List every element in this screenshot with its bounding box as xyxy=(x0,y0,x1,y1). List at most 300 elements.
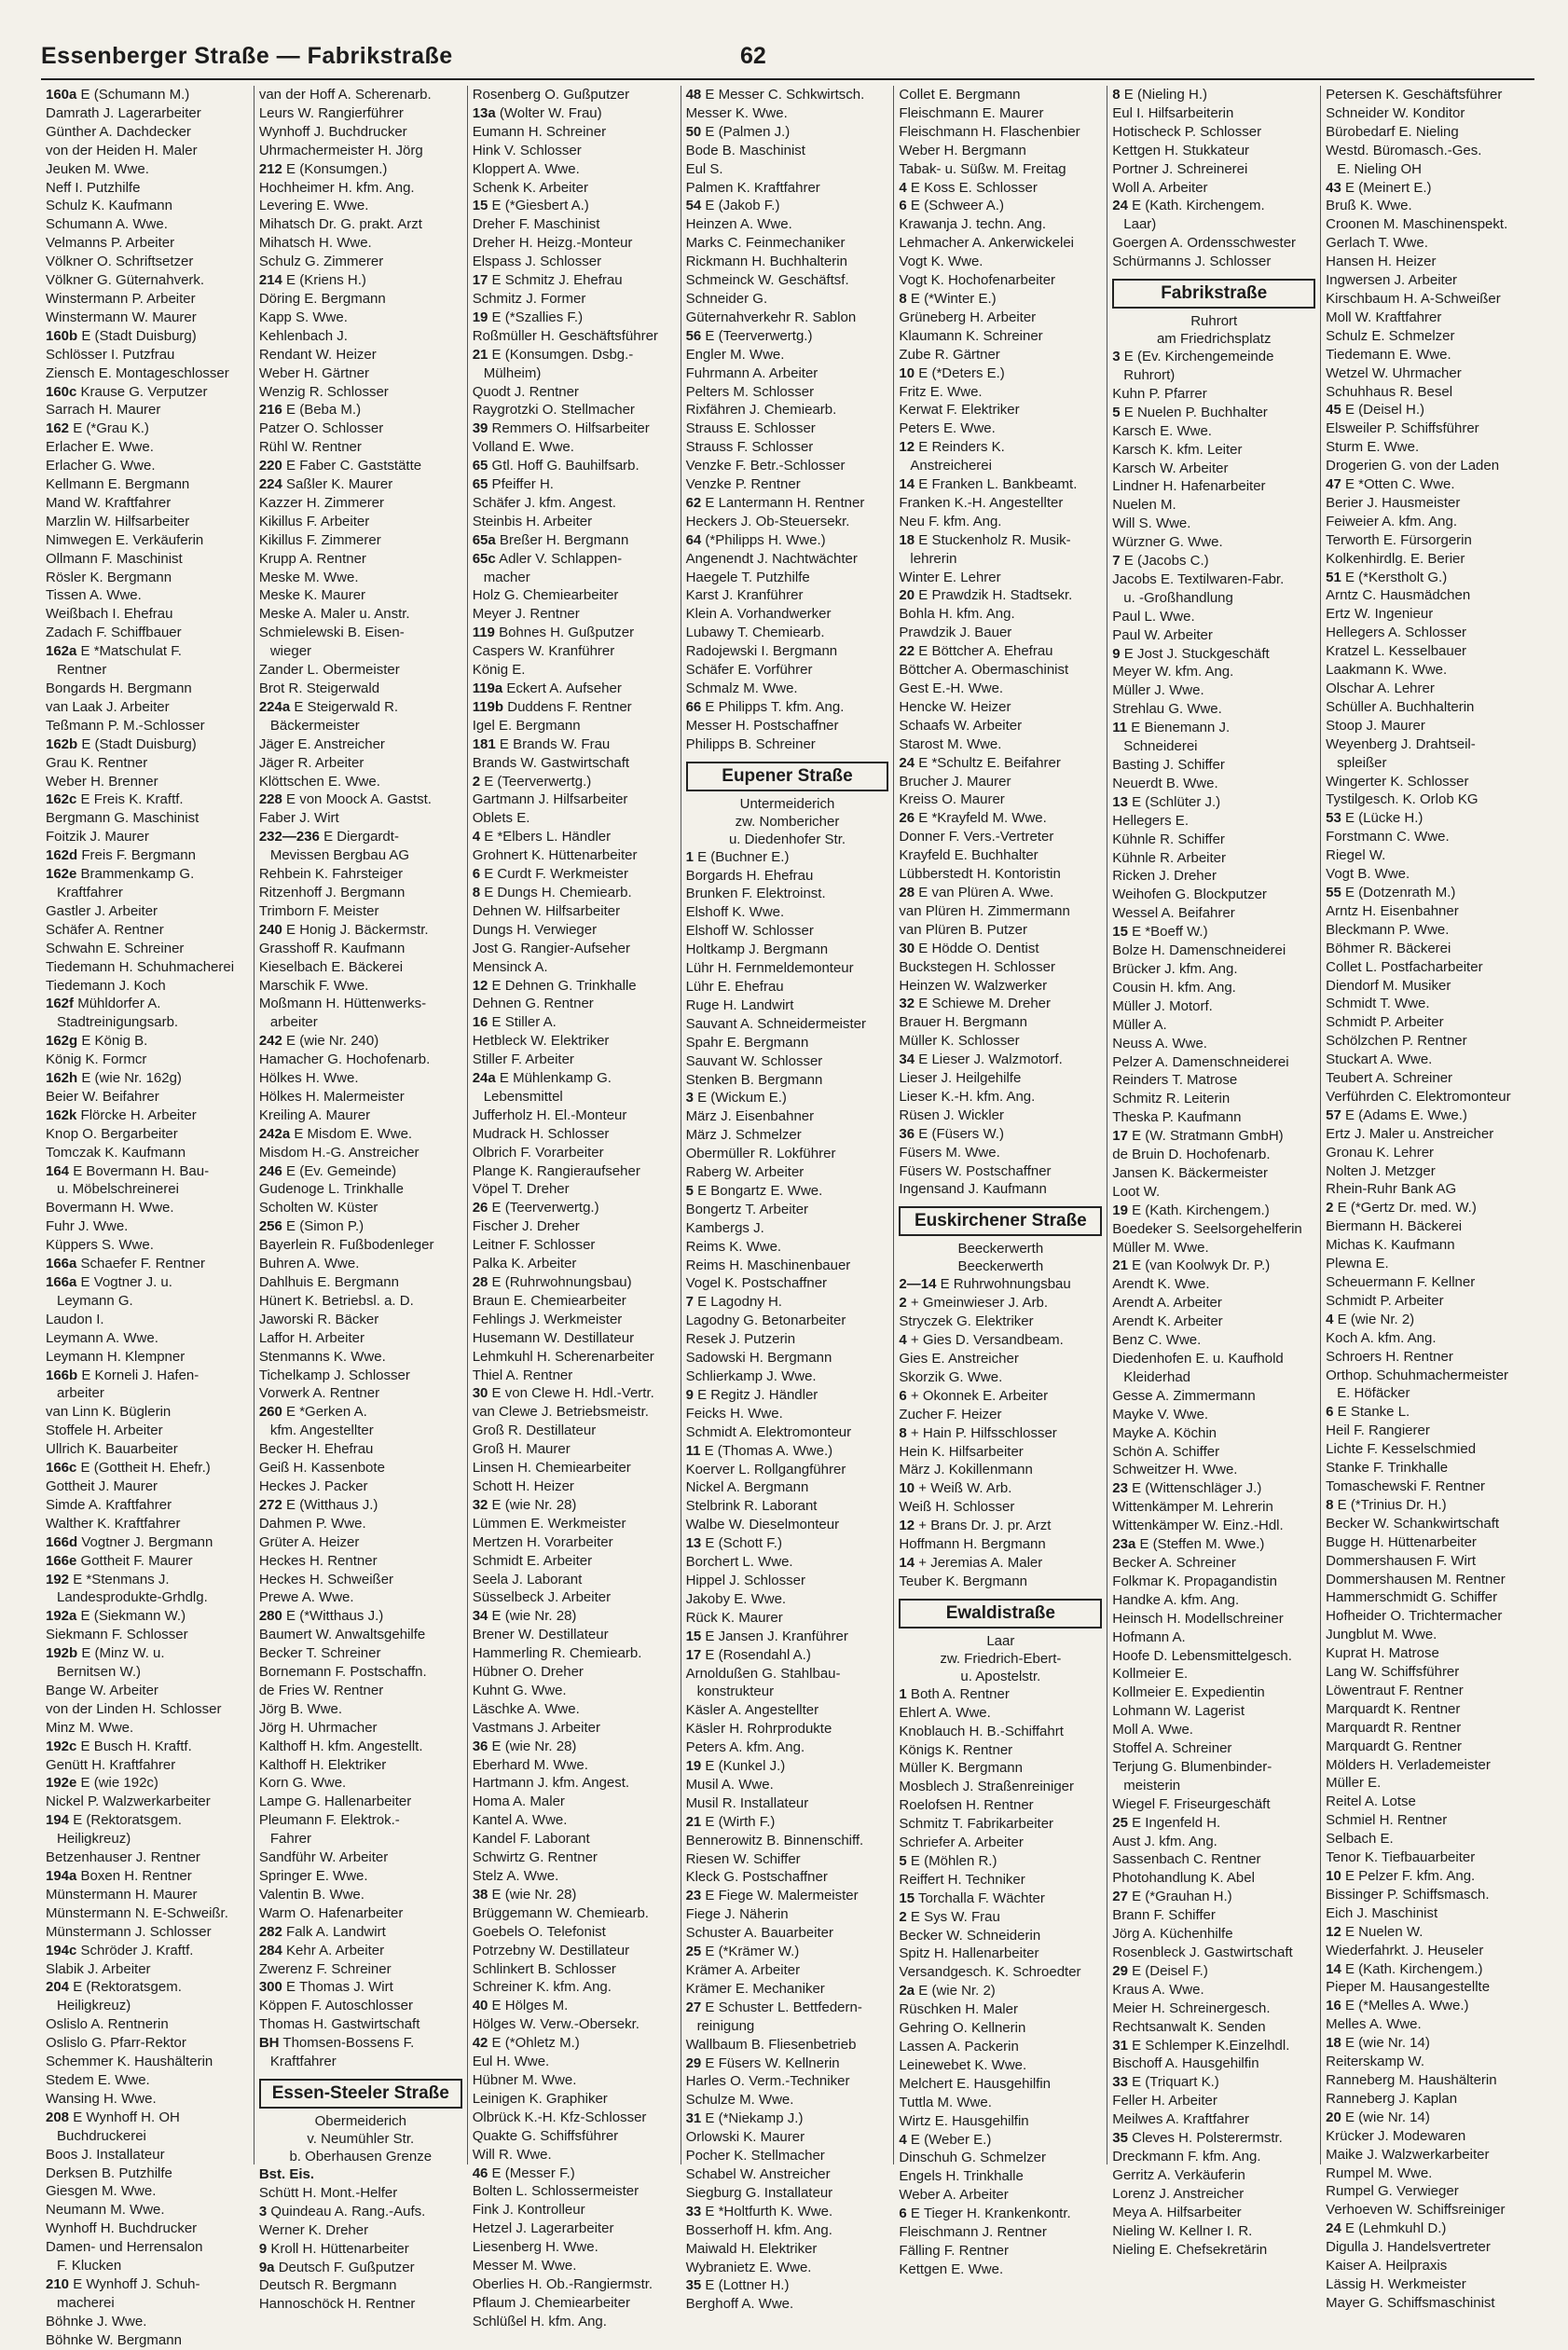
directory-entry: Olschar A. Lehrer xyxy=(1326,680,1435,696)
directory-entry: Diendorf M. Musiker xyxy=(1326,977,1451,994)
directory-entry: 35 Cleves H. Polsterermstr. xyxy=(1112,2130,1283,2147)
column-3 xyxy=(468,86,681,2329)
house-number: 272 xyxy=(258,1496,282,1513)
directory-entry: 21 E (Konsumgen. Dsbg.- xyxy=(472,346,634,363)
street-location: Beeckerwerth xyxy=(957,1258,1044,1275)
directory-entry: Oslislo G. Pfarr-Rektor xyxy=(46,2035,186,2052)
directory-entry: 1 Both A. Rentner xyxy=(899,1685,1010,1702)
directory-entry: Pieper M. Hausangestellte xyxy=(1326,1979,1491,1996)
directory-entry: Karsch E. Wwe. xyxy=(1112,422,1212,439)
directory-entry: Winter E. Lehrer xyxy=(899,569,1001,585)
directory-entry: 12 E Reinders K. xyxy=(899,439,1005,456)
directory-entry: Bohla H. kfm. Ang. xyxy=(899,606,1015,623)
directory-entry: Mihatsch Dr. G. prakt. Arzt xyxy=(258,216,422,233)
directory-entry: Arntz C. Hausmädchen xyxy=(1326,587,1471,604)
directory-entry: Kuhn P. Pfarrer xyxy=(1112,385,1207,402)
directory-entry: Fehlings J. Werkmeister xyxy=(472,1311,623,1327)
directory-entry: 26 E *Krayfeld M. Wwe. xyxy=(899,810,1047,827)
directory-entry: Starost M. Wwe. xyxy=(899,735,1002,752)
directory-entry: 192e E (wie 192c) xyxy=(46,1775,158,1792)
house-number: 10 xyxy=(899,364,915,381)
directory-entry: 272 E (Witthaus J.) xyxy=(258,1496,378,1513)
directory-entry: Geiß H. Kassenbote xyxy=(258,1460,385,1477)
directory-entry: Kloppert A. Wwe. xyxy=(472,160,580,177)
directory-entry: Böttcher A. Obermaschinist xyxy=(899,662,1069,679)
directory-entry: Angenendt J. Nachtwächter xyxy=(685,550,858,567)
house-number: 16 xyxy=(1326,1998,1341,2014)
directory-entry: Deutsch R. Bergmann xyxy=(258,2277,397,2294)
house-number: Bst. Eis. xyxy=(258,2165,315,2182)
directory-entry: Selbach E. xyxy=(1326,1831,1394,1848)
house-number: 192a xyxy=(46,1608,77,1625)
directory-entry: Fuhrmann A. Arbeiter xyxy=(685,364,818,381)
directory-entry: Schmitz R. Leiterin xyxy=(1112,1091,1231,1107)
directory-entry: Leurs W. Rangierführer xyxy=(258,104,404,121)
directory-entry: Karst J. Kranführer xyxy=(685,587,804,604)
directory-entry: Heil F. Rangierer xyxy=(1326,1422,1430,1439)
directory-entry: Walther K. Kraftfahrer xyxy=(46,1515,181,1532)
directory-entry: arbeiter xyxy=(269,1014,318,1031)
house-number: 12 xyxy=(472,977,488,994)
directory-entry: Schwahn E. Schreiner xyxy=(46,940,185,956)
directory-entry: 160b E (Stadt Duisburg) xyxy=(46,327,197,344)
directory-entry: Will R. Wwe. xyxy=(472,2146,552,2163)
directory-entry: Tuttla M. Wwe. xyxy=(899,2094,992,2110)
house-number: 8 xyxy=(1326,1496,1334,1513)
directory-entry: Stoffel A. Schreiner xyxy=(1112,1740,1232,1757)
directory-entry: Krücker J. Modewaren xyxy=(1326,2127,1466,2144)
directory-entry: 166c E (Gottheit H. Ehefr.) xyxy=(46,1460,211,1477)
directory-entry: 6 E Stanke L. xyxy=(1326,1404,1410,1421)
directory-entry: 11 E (Thomas A. Wwe.) xyxy=(685,1442,833,1459)
house-number: 27 xyxy=(1112,1889,1128,1905)
directory-entry: Bornemann F. Postschaffn. xyxy=(258,1664,427,1681)
directory-entry: Krayfeld E. Buchhalter xyxy=(899,847,1038,864)
directory-entry: Drogerien G. von der Laden xyxy=(1326,458,1500,474)
directory-entry: 166a Schaefer F. Rentner xyxy=(46,1256,205,1272)
house-number: 166c xyxy=(46,1460,77,1477)
directory-entry: 282 Falk A. Landwirt xyxy=(258,1923,386,1940)
house-number: 17 xyxy=(1112,1128,1128,1145)
house-number: 2 xyxy=(472,773,481,790)
directory-entry: reinigung xyxy=(696,2017,755,2034)
directory-entry: Dommershausen M. Rentner xyxy=(1326,1571,1506,1587)
directory-entry: 212 E (Konsumgen.) xyxy=(258,160,388,177)
directory-entry: 119a Eckert A. Aufseher xyxy=(472,680,622,696)
street-location: am Friedrichsplatz xyxy=(1156,331,1272,348)
directory-entry: Stadtreinigungsarb. xyxy=(57,1014,179,1031)
directory-entry: 5 E Nuelen P. Buchhalter xyxy=(1112,404,1268,420)
directory-entry: Grohnert K. Hüttenarbeiter xyxy=(472,847,638,864)
street-location: u. Apostelstr. xyxy=(960,1668,1041,1684)
directory-entry: Strauss E. Schlosser xyxy=(685,420,816,437)
directory-entry: van der Hoff A. Scherenarb. xyxy=(258,87,432,103)
directory-entry: Hansen H. Heizer xyxy=(1326,254,1437,270)
directory-entry: Messer K. Wwe. xyxy=(685,104,788,121)
directory-entry: Heckes H. Rentner xyxy=(258,1552,378,1569)
directory-entry: Skorzik G. Wwe. xyxy=(899,1368,1003,1385)
house-number: 160b xyxy=(46,327,78,344)
directory-entry: Heinsch H. Modellschreiner xyxy=(1112,1610,1284,1627)
house-number: 34 xyxy=(899,1051,915,1068)
directory-entry: Buckstegen H. Schlosser xyxy=(899,958,1055,975)
directory-entry: Stuckart A. Wwe. xyxy=(1326,1051,1433,1068)
directory-entry: Zander L. Obermeister xyxy=(258,662,400,679)
house-number: 162h xyxy=(46,1070,78,1087)
directory-entry: 12 E Nuelen W. xyxy=(1326,1923,1424,1940)
directory-entry: 300 E Thomas J. Wirt xyxy=(258,1979,393,1996)
directory-entry: Schumann A. Wwe. xyxy=(46,216,168,233)
directory-entry: Sadowski H. Bergmann xyxy=(685,1350,832,1367)
directory-entry: Fleischmann H. Flaschenbier xyxy=(899,123,1080,140)
directory-entry: 162g E König B. xyxy=(46,1033,148,1050)
directory-entry: Klaumann K. Schreiner xyxy=(899,327,1043,344)
directory-entry: Buhren A. Wwe. xyxy=(258,1256,360,1272)
directory-entry: Hellegers A. Schlosser xyxy=(1326,625,1467,641)
column-6 xyxy=(1107,86,1321,2258)
directory-entry: 21 E (van Koolwyk Dr. P.) xyxy=(1112,1257,1271,1274)
directory-entry: 9a Deutsch F. Gußputzer xyxy=(258,2259,415,2275)
directory-entry: Aust J. kfm. Ang. xyxy=(1112,1833,1217,1849)
directory-entry: Schmiel H. Rentner xyxy=(1326,1812,1448,1829)
directory-entry: Mayke V. Wwe. xyxy=(1112,1406,1209,1422)
directory-entry: Bovermann H. Wwe. xyxy=(46,1200,174,1216)
house-number: 256 xyxy=(258,1218,282,1235)
directory-entry: Spahr E. Bergmann xyxy=(685,1034,809,1051)
directory-entry: Heinzen W. Walzwerker xyxy=(899,977,1048,994)
directory-entry: lehrerin xyxy=(910,550,957,567)
street-location: u. Diedenhofer Str. xyxy=(728,831,846,847)
directory-entry: Kalthoff H. kfm. Angestellt. xyxy=(258,1738,423,1754)
directory-entry: Nolten J. Metzger xyxy=(1326,1162,1436,1179)
house-number: 2 xyxy=(1326,1200,1334,1216)
house-number: 57 xyxy=(1326,1106,1341,1123)
directory-entry: Heckers J. Ob-Steuersekr. xyxy=(685,513,850,529)
directory-entry: 8 + Hain P. Hilfsschlosser xyxy=(899,1424,1057,1441)
directory-entry: Tystilgesch. K. Orlob KG xyxy=(1326,791,1479,808)
directory-entry: 119b Duddens F. Rentner xyxy=(472,698,632,715)
house-number: 33 xyxy=(685,2203,702,2219)
directory-entry: 14 + Jeremias A. Maler xyxy=(899,1554,1043,1571)
directory-entry: Ruge H. Landwirt xyxy=(685,996,794,1013)
house-number: 43 xyxy=(1326,179,1341,196)
directory-entry: 162a E *Matschulat F. xyxy=(46,643,182,660)
directory-entry: Wansing H. Wwe. xyxy=(46,2090,157,2107)
directory-entry: Braun E. Chemiearbeiter xyxy=(472,1292,626,1309)
directory-entry: Fleischmann J. Rentner xyxy=(899,2224,1047,2241)
directory-entry: wieger xyxy=(269,643,312,660)
directory-entry: Völkner O. Schriftsetzer xyxy=(46,254,194,270)
directory-entry: Basting J. Schiffer xyxy=(1112,757,1225,773)
directory-entry: 284 Kehr A. Arbeiter xyxy=(258,1942,385,1958)
directory-entry: Hammerling R. Chemiearb. xyxy=(472,1645,642,1662)
directory-entry: Hölges W. Verw.-Obersekr. xyxy=(472,2016,640,2033)
column-7 xyxy=(1321,86,1534,2311)
house-number: 119 xyxy=(472,625,495,641)
directory-entry: 57 E (Adams E. Wwe.) xyxy=(1326,1106,1467,1123)
directory-entry: Mayke A. Köchin xyxy=(1112,1424,1217,1441)
directory-entry: Brücker J. kfm. Ang. xyxy=(1112,960,1238,977)
directory-entry: Ullrich K. Bauarbeiter xyxy=(46,1441,178,1458)
directory-entry: 23a E (Steffen M. Wwe.) xyxy=(1112,1536,1265,1553)
directory-entry: Oberlies H. Ob.-Rangiermstr. xyxy=(472,2275,653,2292)
directory-entry: Thiel A. Rentner xyxy=(472,1367,573,1383)
directory-entry: Moll W. Kraftfahrer xyxy=(1326,309,1442,325)
directory-entry: Rühl W. Rentner xyxy=(258,439,362,456)
directory-entry: Ziensch E. Montageschlosser xyxy=(46,364,229,381)
directory-entry: Reiterskamp W. xyxy=(1326,2054,1424,2070)
directory-entry: 9 E Regitz J. Händler xyxy=(685,1386,818,1403)
directory-entry: Becker W. Schankwirtschaft xyxy=(1326,1515,1500,1532)
house-number: 64 xyxy=(685,531,702,548)
directory-entry: 4 + Gies D. Versandbeam. xyxy=(899,1332,1064,1349)
directory-entry: Müller K. Schlosser xyxy=(899,1033,1020,1050)
directory-entry: 23 E (Wittenschläger J.) xyxy=(1112,1480,1262,1497)
directory-entry: Olbrück K.-H. Kfz-Schlosser xyxy=(472,2109,647,2125)
directory-entry: Tenor K. Tiefbauarbeiter xyxy=(1326,1849,1476,1866)
directory-entry: 26 E (Teerverwertg.) xyxy=(472,1200,599,1216)
directory-entry: Schäfer A. Rentner xyxy=(46,921,164,938)
house-number: 6 xyxy=(899,2206,907,2222)
directory-entry: Tomczak K. Kaufmann xyxy=(46,1144,186,1161)
directory-entry: Misdom H.-G. Anstreicher xyxy=(258,1144,420,1161)
directory-entry: Teuber K. Bergmann xyxy=(899,1573,1027,1589)
directory-entry: Melles A. Wwe. xyxy=(1326,2016,1422,2033)
directory-entry: Karsch K. kfm. Leiter xyxy=(1112,441,1243,458)
directory-entry: Gastler J. Arbeiter xyxy=(46,902,158,919)
house-number: 5 xyxy=(1112,404,1121,420)
directory-entry: de Bruin D. Hochofenarb. xyxy=(1112,1147,1271,1163)
directory-entry: 24 E *Schultz E. Beifahrer xyxy=(899,754,1061,771)
house-number: 24 xyxy=(1326,2220,1341,2237)
directory-entry: Leinigen K. Graphiker xyxy=(472,2090,608,2107)
directory-entry: Hoofe D. Lebensmittelgesch. xyxy=(1112,1647,1292,1664)
house-number: 162a xyxy=(46,643,77,660)
directory-entry: 7 E (Jacobs C.) xyxy=(1112,553,1209,570)
directory-entry: Kreiss O. Maurer xyxy=(899,791,1005,808)
directory-entry: Schlösser I. Putzfrau xyxy=(46,346,175,363)
directory-entry: 119 Bohnes H. Gußputzer xyxy=(472,625,635,641)
directory-entry: 31 E Schlemper K.Einzelhdl. xyxy=(1112,2037,1290,2054)
directory-entry: Mevissen Bergbau AG xyxy=(269,847,410,864)
directory-entry: Resek J. Putzerin xyxy=(685,1331,796,1348)
directory-entry: 36 E (Füsers W.) xyxy=(899,1125,1004,1142)
directory-entry: Peters A. kfm. Ang. xyxy=(685,1739,805,1756)
house-number: 23a xyxy=(1112,1536,1136,1553)
directory-entry: Hamacher G. Hochofenarb. xyxy=(258,1051,431,1068)
directory-entry: Philipps B. Schreiner xyxy=(685,735,816,752)
directory-entry: Volland E. Wwe. xyxy=(472,439,574,456)
directory-entry: Moßmann H. Hüttenwerks- xyxy=(258,996,427,1012)
directory-entry: u. Möbelschreinerei xyxy=(57,1181,179,1198)
directory-entry: 166b E Korneli J. Hafen- xyxy=(46,1367,199,1383)
directory-entry: Kratzel L. Kesselbauer xyxy=(1326,643,1467,660)
house-number: 27 xyxy=(685,1999,702,2015)
directory-entry: Bruß K. Wwe. xyxy=(1326,198,1412,214)
house-number: 192 xyxy=(46,1571,70,1587)
directory-entry: van Clewe J. Betriebsmeistr. xyxy=(472,1404,649,1421)
directory-entry: 56 E (Teerverwertg.) xyxy=(685,327,813,344)
directory-entry: Olbrich F. Vorarbeiter xyxy=(472,1144,604,1161)
directory-entry: Wiederfahrkt. J. Heuseler xyxy=(1326,1942,1484,1958)
directory-entry: Lang W. Schiffsführer xyxy=(1326,1664,1460,1681)
directory-entry: Müller J. Wwe. xyxy=(1112,682,1204,699)
house-number: 22 xyxy=(899,643,915,660)
directory-entry: Nimwegen E. Verkäuferin xyxy=(46,531,204,548)
directory-entry: Eberhard M. Wwe. xyxy=(472,1756,588,1773)
directory-entry: Igel E. Bergmann xyxy=(472,717,581,734)
directory-entry: Vogel K. Postschaffner xyxy=(685,1275,828,1292)
house-number: 26 xyxy=(899,810,915,827)
directory-entry: Hein K. Hilfsarbeiter xyxy=(899,1443,1024,1460)
directory-entry: Krupp A. Rentner xyxy=(258,550,366,567)
directory-entry: 10 + Weiß W. Arb. xyxy=(899,1480,1012,1497)
directory-entry: Valentin B. Wwe. xyxy=(258,1886,364,1903)
directory-entry: 65 Pfeiffer H. xyxy=(472,476,554,493)
house-number: 220 xyxy=(258,458,282,474)
house-number: 2—14 xyxy=(899,1276,937,1293)
directory-entry: 34 E Lieser J. Walzmotorf. xyxy=(899,1051,1063,1068)
house-number: 210 xyxy=(46,2275,70,2292)
directory-entry: Lagodny G. Betonarbeiter xyxy=(685,1312,846,1329)
directory-entry: 2 E (*Gertz Dr. med. W.) xyxy=(1326,1200,1477,1216)
directory-entry: Mand W. Kraftfahrer xyxy=(46,494,172,511)
directory-entry: Zucher F. Heizer xyxy=(899,1406,1002,1422)
house-number: 224 xyxy=(258,476,282,493)
directory-entry: 162f Mühldorfer A. xyxy=(46,996,161,1012)
directory-entry: Wynhoff J. Buchdrucker xyxy=(258,123,407,140)
directory-entry: 3 E (Wickum E.) xyxy=(685,1090,787,1106)
directory-entry: Pflaum J. Chemiearbeiter xyxy=(472,2294,630,2311)
directory-entry: Groß H. Maurer xyxy=(472,1441,571,1458)
directory-entry: Hammerschmidt G. Schiffer xyxy=(1326,1589,1498,1606)
directory-entry: Werner K. Dreher xyxy=(258,2221,369,2238)
directory-entry: 181 E Brands W. Frau xyxy=(472,735,611,752)
directory-entry: Hünert K. Betriebsl. a. D. xyxy=(258,1292,414,1309)
directory-entry: 11 E Bienemann J. xyxy=(1112,720,1231,736)
house-number: 160c xyxy=(46,383,77,400)
directory-entry: Mensinck A. xyxy=(472,958,548,975)
directory-entry: Böhnke J. Wwe. xyxy=(46,2313,147,2329)
directory-entry: 8 E (*Winter E.) xyxy=(899,290,997,307)
directory-entry: Weber H. Brenner xyxy=(46,773,158,790)
house-number: 164 xyxy=(46,1162,70,1179)
directory-entry: Schwirtz G. Rentner xyxy=(472,1849,598,1866)
directory-entry: 55 E (Dotzenrath M.) xyxy=(1326,884,1456,900)
directory-entry: Rumpel G. Verwieger xyxy=(1326,2183,1459,2200)
directory-entry: Krämer E. Mechaniker xyxy=(685,1980,825,1997)
directory-entry: 228 E von Moock A. Gastst. xyxy=(258,791,432,808)
directory-entry: Grüter A. Heizer xyxy=(258,1533,360,1550)
house-number: 56 xyxy=(685,327,702,344)
directory-entry: 8 E Dungs H. Chemiearb. xyxy=(472,884,632,900)
house-number: 119a xyxy=(472,680,503,696)
directory-entry: Zube R. Gärtner xyxy=(899,346,1000,363)
directory-entry: Kellmann E. Bergmann xyxy=(46,476,190,493)
directory-entry: Wynhoff H. Buchdrucker xyxy=(46,2220,198,2237)
street-location: Untermeiderich xyxy=(739,795,835,812)
directory-entry: 53 E (Lücke H.) xyxy=(1326,810,1424,827)
house-number: 11 xyxy=(685,1442,701,1459)
directory-entry: Heiligkreuz) xyxy=(57,1831,131,1848)
directory-entry: 17 E Schmitz J. Ehefrau xyxy=(472,272,623,289)
directory-entry: Hetzel J. Lagerarbeiter xyxy=(472,2220,614,2237)
directory-entry: Brunken F. Elektroinst. xyxy=(685,886,826,902)
directory-entry: Pleumann F. Elektrok.- xyxy=(258,1812,400,1829)
directory-entry: Mölders H. Verlademeister xyxy=(1326,1756,1491,1773)
directory-entry: Laffor H. Arbeiter xyxy=(258,1329,364,1346)
directory-entry: 42 E (*Ohletz M.) xyxy=(472,2035,580,2052)
directory-entry: Paul L. Wwe. xyxy=(1112,608,1195,625)
page-number: 62 xyxy=(740,43,766,69)
directory-entry: Gies E. Anstreicher xyxy=(899,1351,1019,1367)
directory-entry: Wetzel W. Uhrmacher xyxy=(1326,364,1462,381)
directory-entry: Weber A. Arbeiter xyxy=(899,2187,1009,2204)
directory-entry: Kettgen H. Stukkateur xyxy=(1112,142,1250,158)
directory-entry: Bürobedarf E. Nieling xyxy=(1326,123,1459,140)
house-number: 260 xyxy=(258,1404,282,1421)
house-number: 192c xyxy=(46,1738,77,1754)
directory-entry: 65a Breßer H. Bergmann xyxy=(472,531,629,548)
column-5 xyxy=(894,86,1107,2277)
directory-entry: Güternahverkehr R. Sablon xyxy=(685,309,857,325)
directory-entry: Stanke F. Trinkhalle xyxy=(1326,1460,1449,1477)
directory-entry: Bongards H. Bergmann xyxy=(46,680,192,696)
directory-entry: Kleck G. Postschaffner xyxy=(685,1869,828,1886)
directory-entry xyxy=(259,2165,462,2184)
house-number: 240 xyxy=(258,921,282,938)
directory-entry: Jansen K. Bäckermeister xyxy=(1112,1164,1269,1181)
directory-entry: Müller A. xyxy=(1112,1016,1167,1033)
house-number: 9 xyxy=(258,2240,268,2257)
directory-entry: 32 E (wie Nr. 28) xyxy=(472,1496,577,1513)
directory-entry: Hetbleck W. Elektriker xyxy=(472,1033,610,1050)
directory-entry: 160c Krause G. Verputzer xyxy=(46,383,208,400)
directory-entry: 9 E Jost J. Stuckgeschäft xyxy=(1112,645,1270,662)
directory-entry: Zwerenz F. Schreiner xyxy=(258,1960,392,1977)
directory-entry: Boedeker S. Seelsorgehelferin xyxy=(1112,1220,1302,1237)
directory-entry: 162e Brammenkamp G. xyxy=(46,866,195,883)
directory-entry: Patzer O. Schlosser xyxy=(258,420,384,437)
directory-entry: Sarrach H. Maurer xyxy=(46,402,161,419)
directory-entry: 204 E (Rektoratsgem. xyxy=(46,1979,182,1996)
directory-entry: Stenken B. Bergmann xyxy=(685,1071,823,1088)
directory-entry: 12 + Brans Dr. J. pr. Arzt xyxy=(899,1518,1052,1534)
directory-entry: 2 E (Teerverwertg.) xyxy=(472,773,592,790)
directory-entry: 19 E (Kath. Kirchengem.) xyxy=(1112,1202,1270,1218)
directory-entry: 21 E (Wirth F.) xyxy=(685,1813,776,1830)
directory-entry: Steinbis H. Arbeiter xyxy=(472,513,593,529)
house-number: 284 xyxy=(258,1942,282,1958)
directory-entry: Neu F. kfm. Ang. xyxy=(899,513,1002,529)
directory-entry: Hölkes H. Wwe. xyxy=(258,1070,359,1087)
house-number: 14 xyxy=(1326,1960,1341,1977)
directory-entry: Prawdzik J. Bauer xyxy=(899,625,1012,641)
directory-entry: Schmidt P. Arbeiter xyxy=(1326,1014,1444,1031)
directory-entry: Siegburg G. Installateur xyxy=(685,2184,833,2201)
directory-entry: Dahlhuis E. Bergmann xyxy=(258,1274,399,1290)
house-number: 4 xyxy=(899,1332,907,1349)
house-number: 4 xyxy=(899,179,907,196)
directory-entry: Seela J. Laborant xyxy=(472,1571,583,1587)
directory-entry: 166e Gottheit F. Maurer xyxy=(46,1552,193,1569)
house-number: 14 xyxy=(899,1554,915,1571)
house-number: 162 xyxy=(46,420,70,437)
directory-entry: Koch A. kfm. Ang. xyxy=(1326,1329,1437,1346)
directory-entry: Jakoby E. Wwe. xyxy=(685,1590,787,1607)
directory-entry: Versandgesch. K. Schroedter xyxy=(899,1964,1081,1981)
directory-entry: Marschik F. Wwe. xyxy=(258,977,369,994)
